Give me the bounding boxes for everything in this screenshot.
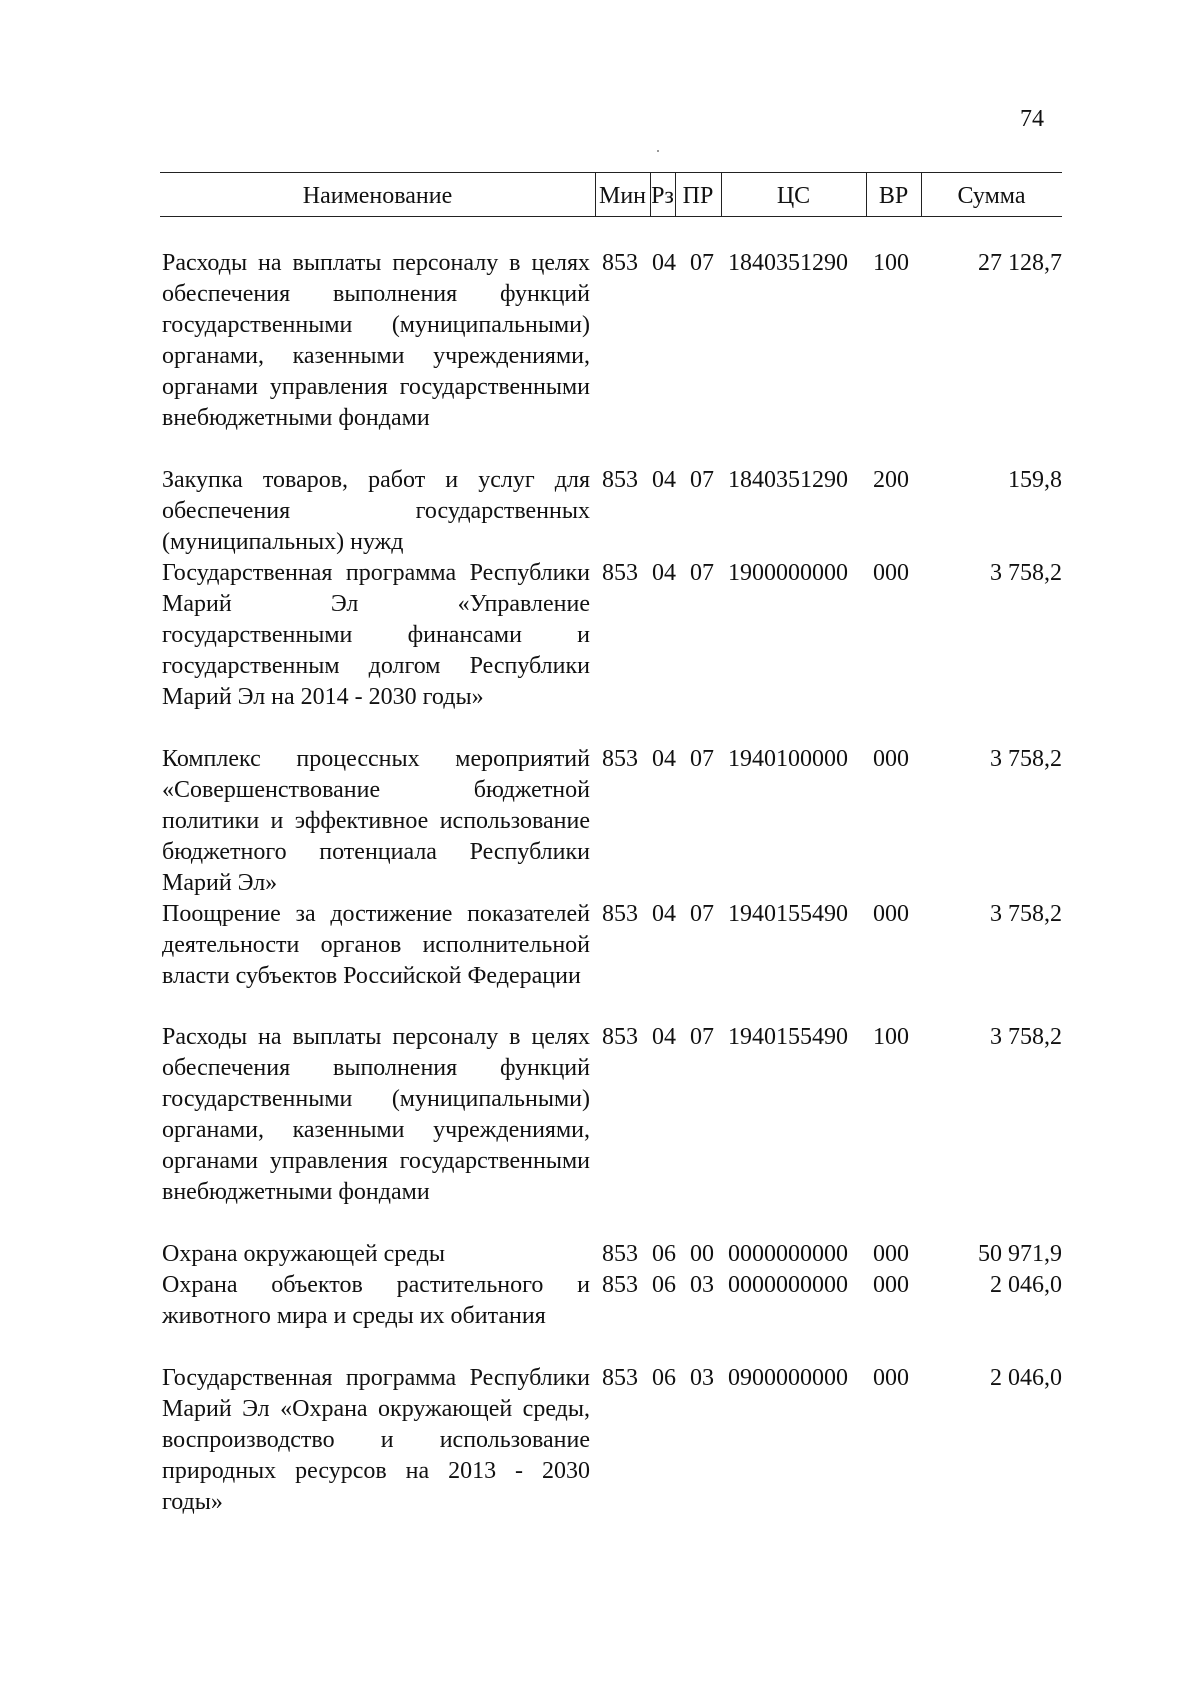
row-rz: 06 [652,1272,676,1298]
row-min: 853 [602,467,638,493]
row-cs: 0900000000 [728,1365,848,1391]
row-name: Охрана окружающей среды [162,1241,445,1267]
row-cs: 1940155490 [728,1024,848,1050]
row-vr: 100 [873,1024,909,1050]
row-min: 853 [602,1024,638,1050]
row-sum: 27 128,7 [978,250,1062,276]
row-sum: 2 046,0 [990,1365,1062,1391]
row-sum: 3 758,2 [990,1024,1062,1050]
row-pr: 07 [690,467,714,493]
page-number: 74 [1020,106,1044,132]
row-cs: 1940155490 [728,901,848,927]
row-sum: 3 758,2 [990,746,1062,772]
header-min: Мин [598,183,647,209]
row-min: 853 [602,1365,638,1391]
header-sum: Сумма [957,183,1026,209]
row-vr: 000 [873,746,909,772]
row-min: 853 [602,1241,638,1267]
row-min: 853 [602,901,638,927]
row-cs: 0000000000 [728,1241,848,1267]
row-vr: 200 [873,467,909,493]
row-min: 853 [602,746,638,772]
row-cs: 1900000000 [728,560,848,586]
row-sum: 50 971,9 [978,1241,1062,1267]
row-rz: 04 [652,560,676,586]
row-vr: 000 [873,1241,909,1267]
row-rz: 04 [652,250,676,276]
row-pr: 07 [690,250,714,276]
row-cs: 1940100000 [728,746,848,772]
row-cs: 1840351290 [728,467,848,493]
row-sum: 3 758,2 [990,560,1062,586]
row-vr: 100 [873,250,909,276]
header-rz: Рз [651,183,674,209]
row-pr: 07 [690,901,714,927]
row-pr: 07 [690,746,714,772]
header-pr: ПР [682,183,714,209]
row-rz: 06 [652,1365,676,1391]
row-name: Комплекс процессных мероприятий «Совершенствование бюджетной политики и эффективное использование бюджетного потенциала Республики Марий Эл» [162,746,590,896]
row-rz: 04 [652,746,676,772]
row-sum: 2 046,0 [990,1272,1062,1298]
row-vr: 000 [873,901,909,927]
row-vr: 000 [873,1365,909,1391]
row-name: Государственная программа Республики Марий Эл «Управление государственными финансами и государственным долгом Республики Марий Эл на 2014 - 2030 годы» [162,560,590,710]
row-rz: 04 [652,901,676,927]
row-rz: 06 [652,1241,676,1267]
row-vr: 000 [873,1272,909,1298]
row-sum: 3 758,2 [990,901,1062,927]
row-cs: 1840351290 [728,250,848,276]
row-sum: 159,8 [1008,467,1062,493]
row-vr: 000 [873,560,909,586]
row-name: Поощрение за достижение показателей деятельности органов исполнительной власти субъектов Российской Федерации [162,901,590,989]
row-cs: 0000000000 [728,1272,848,1298]
header-bottom-rule [160,216,1062,217]
scan-speck [657,150,659,152]
row-min: 853 [602,1272,638,1298]
row-pr: 00 [690,1241,714,1267]
header-top-rule [160,172,1062,173]
row-name: Закупка товаров, работ и услуг для обеспечения государственных (муниципальных) нужд [162,467,590,555]
row-pr: 07 [690,1024,714,1050]
row-pr: 03 [690,1365,714,1391]
row-name: Государственная программа Республики Марий Эл «Охрана окружающей среды, воспроизводство и использование природных ресурсов на 2013 - 2030 годы» [162,1365,590,1515]
row-min: 853 [602,560,638,586]
row-rz: 04 [652,467,676,493]
header-name: Наименование [302,183,453,209]
header-cs: ЦС [776,183,811,209]
row-pr: 07 [690,560,714,586]
row-name: Охрана объектов растительного и животного мира и среды их обитания [162,1272,590,1329]
row-rz: 04 [652,1024,676,1050]
row-name: Расходы на выплаты персоналу в целях обеспечения выполнения функций государственными (муниципальными) органами, казенными учреждениями, органами управления государственными внебюджетными фондами [162,250,590,431]
header-vr: ВР [878,183,909,209]
row-pr: 03 [690,1272,714,1298]
row-min: 853 [602,250,638,276]
row-name: Расходы на выплаты персоналу в целях обеспечения выполнения функций государственными (муниципальными) органами, казенными учреждениями, органами управления государственными внебюджетными фондами [162,1024,590,1205]
